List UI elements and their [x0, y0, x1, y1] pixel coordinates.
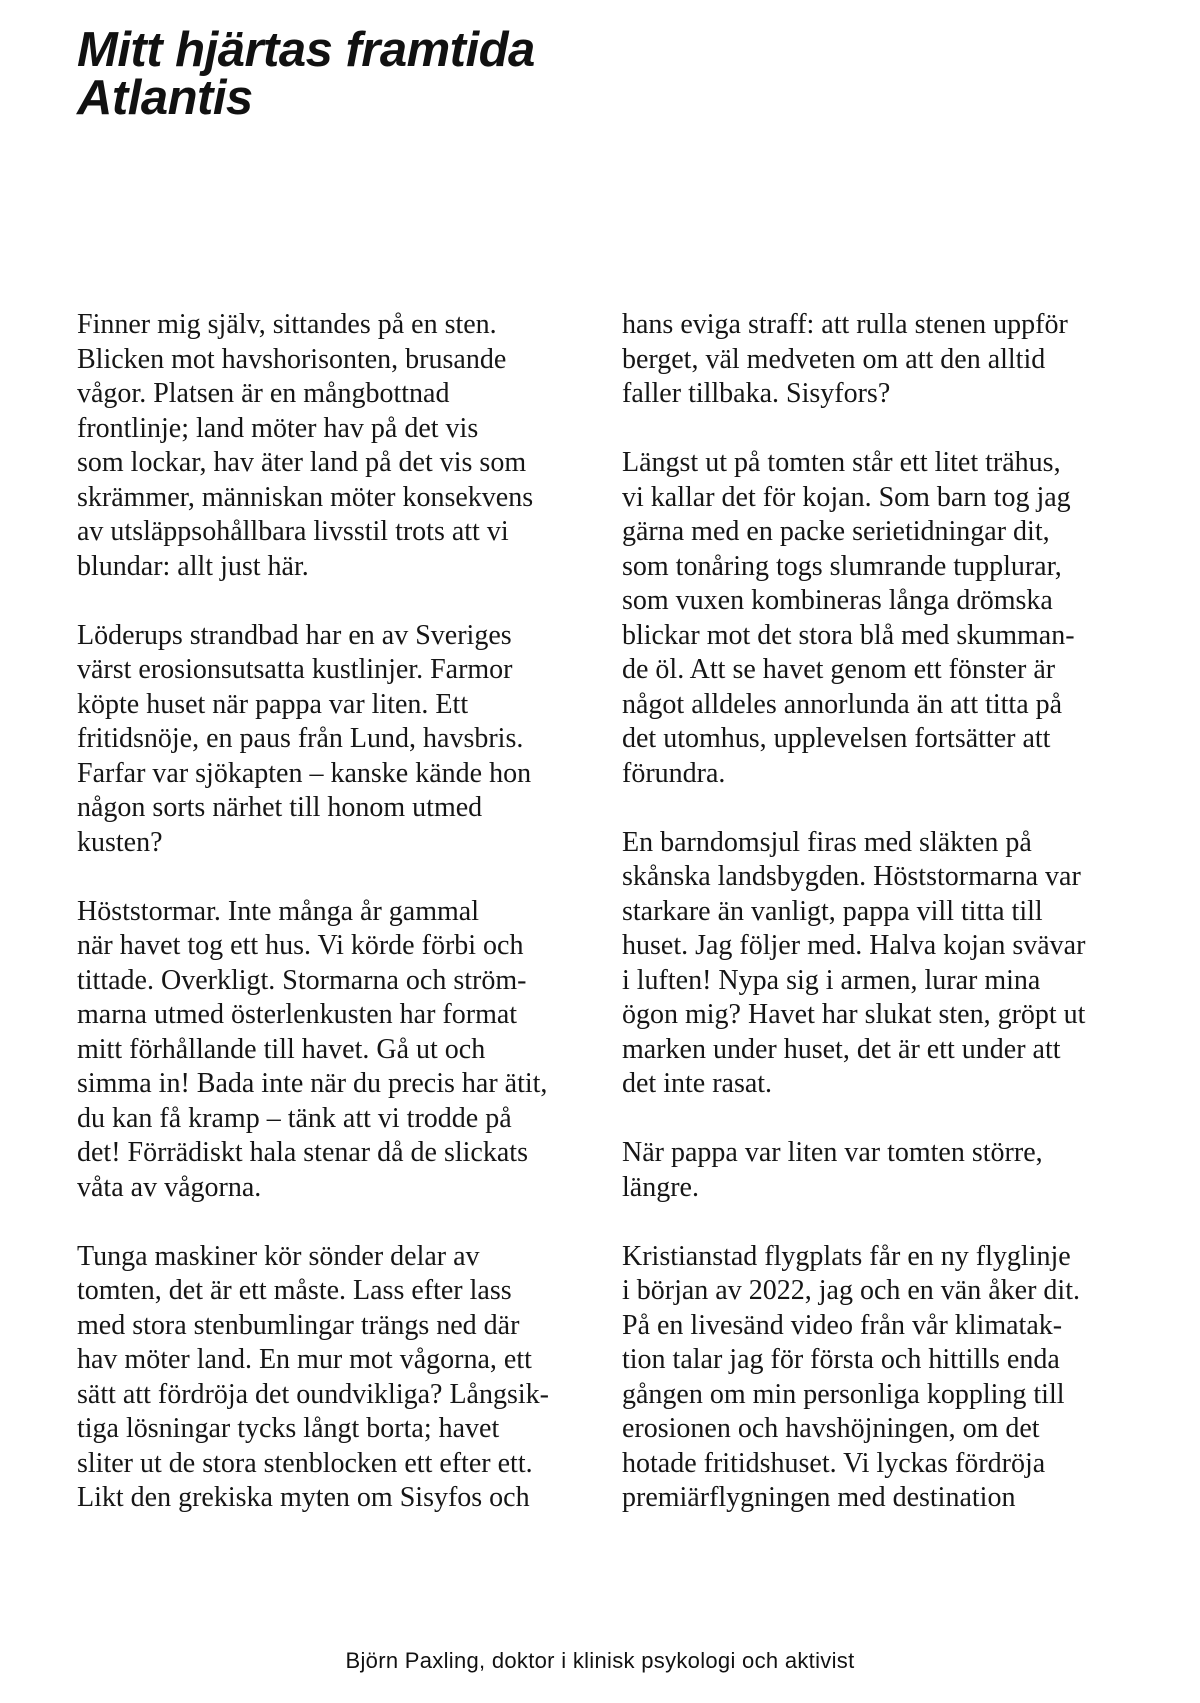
text-line: frontlinje; land möter hav på det vis [77, 412, 479, 444]
text-line: i luften! Nypa sig i armen, lurar mina [622, 964, 1041, 996]
text-line: blickar mot det stora blå med skumman- [622, 619, 1075, 651]
text-line: fritidsnöje, en paus från Lund, havsbris. [77, 723, 524, 754]
text-line: tomten, det är ett måste. Lass efter lass [77, 1275, 512, 1306]
paragraph [622, 826, 1142, 1102]
text-line: någon sorts närhet till honom utmed [77, 792, 483, 823]
text-line: Längst ut på tomten står ett litet trähus, [622, 447, 1061, 478]
text-line: Kristianstad flygplats får en ny flyglinje [622, 1240, 1071, 1272]
text-line: huset. Jag följer med. Halva kojan svävar [622, 930, 1086, 961]
page-title [77, 23, 777, 125]
text-line: marna utmed österlenkusten har format [77, 999, 518, 1030]
text-line: sliter ut de stora stenblocken ett efter ett. [77, 1447, 533, 1479]
text-line: i början av 2022, jag och en vän åker dit. [622, 1275, 1080, 1306]
text-line: vågor. Platsen är en mångbottnad [77, 378, 450, 409]
text-line: vi kallar det för kojan. Som barn tog jag [622, 481, 1071, 513]
text-line: längre. [622, 1171, 699, 1203]
text-line: tiga lösningar tycks långt borta; havet [77, 1413, 500, 1444]
text-line: när havet tog ett hus. Vi körde förbi och [77, 930, 524, 961]
text-line: det utomhus, upplevelsen fortsätter att [622, 723, 1051, 754]
text-line: premiärflygningen med destination [622, 1482, 1016, 1513]
text-line: starkare än vanligt, pappa vill titta till [622, 895, 1043, 927]
text-line: På en livesänd video från vår klimatak- [622, 1309, 1063, 1341]
text-line: berget, väl medveten om att den alltid [622, 343, 1046, 375]
text-line: något alldeles annorlunda än att titta på [622, 688, 1063, 720]
text-line: simma in! Bada inte när du precis har ätit, [77, 1068, 548, 1099]
text-line: de öl. Att se havet genom ett fönster är [622, 654, 1056, 685]
paragraph [622, 1240, 1142, 1516]
text-line: hotade fritidshuset. Vi lyckas fördröja [622, 1447, 1046, 1479]
text-line: det! Förrädiskt hala stenar då de slickats [77, 1137, 528, 1168]
text-line: erosionen och havshöjningen, om det [622, 1413, 1040, 1444]
text-line: När pappa var liten var tomten större, [622, 1137, 1043, 1168]
text-line: som vuxen kombineras långa drömska [622, 585, 1053, 616]
paragraph [77, 308, 597, 584]
author-byline: Björn Paxling, doktor i klinisk psykologi och aktivist [345, 1648, 855, 1673]
text-line: En barndomsjul firas med släkten på [622, 826, 1032, 858]
text-column-left [77, 308, 597, 1516]
text-line: våta av vågorna. [77, 1171, 262, 1203]
text-line: med stora stenbumlingar trängs ned där [77, 1309, 520, 1341]
paragraph [622, 308, 1142, 412]
text-line: tittade. Overkligt. Stormarna och ström- [77, 964, 527, 996]
text-line: kusten? [77, 826, 163, 858]
paragraph [77, 895, 597, 1206]
text-line: Farfar var sjökapten – kanske kände hon [77, 757, 532, 789]
text-line: du kan få kramp – tänk att vi trodde på [77, 1102, 512, 1134]
text-line: gången om min personliga koppling till [622, 1378, 1065, 1410]
paragraph [77, 619, 597, 861]
text-line: som tonåring togs slumrande tupplurar, [622, 550, 1062, 582]
text-line: det inte rasat. [622, 1068, 773, 1099]
text-line: Blicken mot havshorisonten, brusande [77, 343, 507, 375]
text-line: hav möter land. En mur mot vågorna, ett [77, 1344, 532, 1375]
text-line: Likt den grekiska myten om Sisyfos och [77, 1482, 530, 1513]
text-line: faller tillbaka. Sisyfors? [622, 378, 891, 409]
text-line: skrämmer, människan möter konsekvens [77, 481, 534, 513]
paragraph [622, 1136, 1142, 1205]
text-line: marken under huset, det är ett under att [622, 1033, 1061, 1065]
text-line: av utsläppsohållbara livsstil trots att vi [77, 516, 509, 547]
page-title-line-2: Atlantis [77, 71, 253, 125]
text-line: Tunga maskiner kör sönder delar av [77, 1240, 480, 1272]
text-line: köpte huset när pappa var liten. Ett [77, 688, 469, 720]
text-line: som lockar, hav äter land på det vis som [77, 447, 527, 478]
text-line: tion talar jag för första och hittills enda [622, 1344, 1060, 1375]
text-line: blundar: allt just här. [77, 550, 309, 582]
text-column-right [622, 308, 1142, 1516]
text-line: förundra. [622, 757, 726, 789]
text-line: ögon mig? Havet har slukat sten, gröpt ut [622, 999, 1086, 1030]
text-line: Finner mig själv, sittandes på en sten. [77, 309, 497, 340]
text-line: skånska landsbygden. Höststormarna var [622, 861, 1081, 892]
text-line: sätt att fördröja det oundvikliga? Långsik- [77, 1378, 549, 1410]
text-line: mitt förhållande till havet. Gå ut och [77, 1033, 486, 1065]
text-line: Löderups strandbad har en av Sveriges [77, 619, 512, 651]
text-line: Höststormar. Inte många år gammal [77, 895, 479, 927]
text-line: gärna med en packe serietidningar dit, [622, 516, 1050, 547]
text-line: värst erosionsutsatta kustlinjer. Farmor [77, 654, 513, 685]
paragraph [77, 1240, 597, 1516]
paragraph [622, 446, 1142, 791]
text-line: hans eviga straff: att rulla stenen uppför [622, 309, 1068, 340]
page-title-line-1: Mitt hjärtas framtida [77, 23, 535, 77]
